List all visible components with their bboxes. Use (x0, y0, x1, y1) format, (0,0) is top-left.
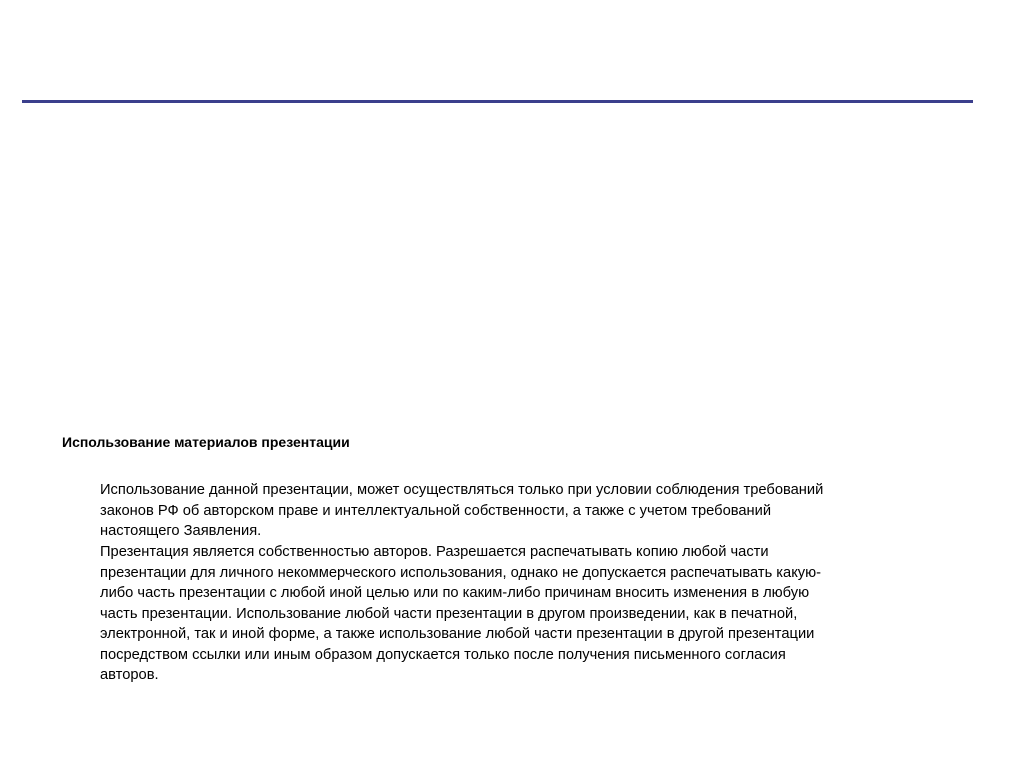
header-divider (22, 100, 973, 103)
notice-paragraph-ownership: Презентация является собственностью авторов. Разрешается распечатывать копию любой части презентации для личного некоммерческого использования, однако не допускается распечатывать какую- либо часть презентации с любой иной целью или по каким-либо причинам вносить изменения в любую часть презентации. Использование любой части презентации в другом произведении, как в печатной, электронной, так и иной форме, а также использование любой части презентации в другой презентации посредством ссылки или иным образом допускается только после получения письменного согласия авторов. (100, 544, 822, 683)
notice-paragraph-usage-conditions: Использование данной презентации, может осуществляться только при условии соблюдения требований законов РФ об авторском праве и интеллектуальной собственности, а также с учетом требований настоящего Заявления. (100, 482, 824, 539)
notice-heading: Использование материалов презентации (62, 434, 350, 450)
